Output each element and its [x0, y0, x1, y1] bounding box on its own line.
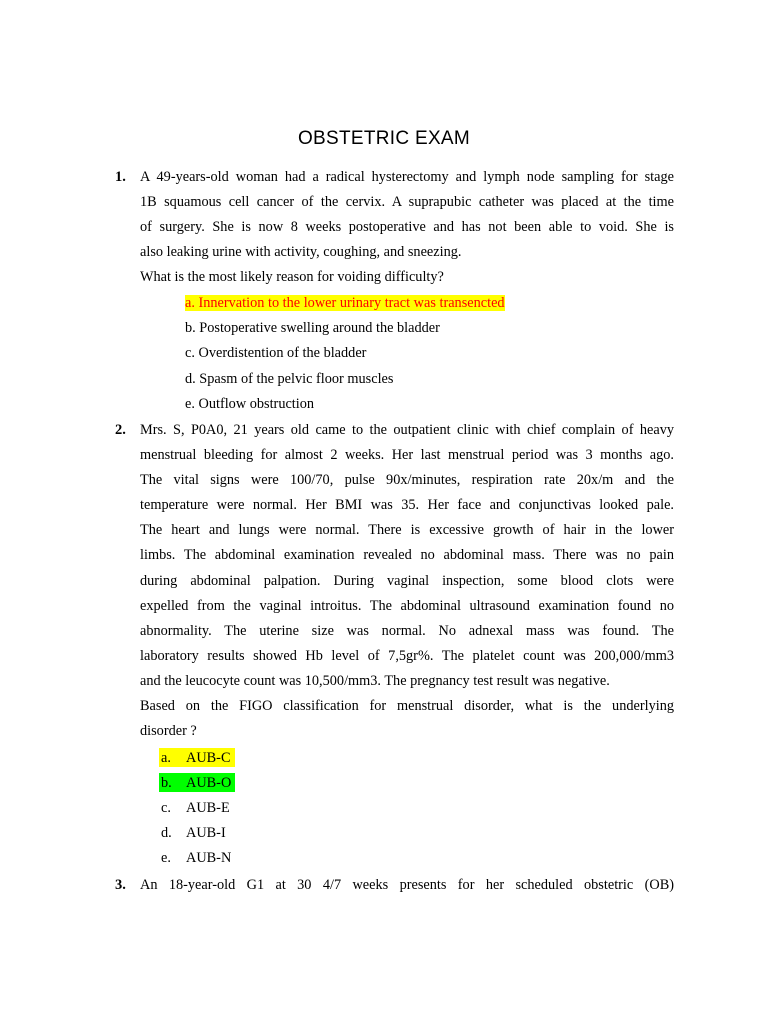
- option-1d: d. Spasm of the pelvic floor muscles: [185, 371, 394, 387]
- option-1a: [185, 293, 505, 313]
- page-title: OBSTETRIC EXAM: [297, 128, 471, 149]
- option-2e-letter: e.: [161, 850, 171, 866]
- option-2d-letter: d.: [161, 825, 172, 841]
- question-1-prompt: What is the most likely reason for voiding difficulty?: [140, 269, 444, 285]
- question-3-number: 3.: [115, 877, 126, 893]
- option-1c: c. Overdistention of the bladder: [185, 345, 367, 361]
- option-2e-text: AUB-N: [186, 850, 232, 866]
- question-2-line: limbs. The abdominal examination revealed no abdominal mass. There was no pain: [140, 547, 674, 563]
- option-2b-letter: b.: [161, 775, 172, 791]
- option-1b: b. Postoperative swelling around the bladder: [185, 320, 440, 336]
- question-2-line: The vital signs were 100/70, pulse 90x/minutes, respiration rate 20x/m and the: [140, 472, 674, 488]
- question-2-line: menstrual bleeding for almost 2 weeks. Her last menstrual period was 3 months ago.: [140, 447, 674, 463]
- question-1-line: of surgery. She is now 8 weeks postoperative and has not been able to void. She is: [140, 219, 674, 235]
- question-2-line: and the leucocyte count was 10,500/mm3. The pregnancy test result was negative.: [140, 673, 610, 689]
- option-1e: e. Outflow obstruction: [185, 396, 315, 412]
- question-2-line: Mrs. S, P0A0, 21 years old came to the outpatient clinic with chief complain of heavy: [140, 422, 674, 438]
- option-2c-letter: c.: [161, 800, 171, 816]
- question-2-line: Based on the FIGO classification for menstrual disorder, what is the underlying: [140, 698, 674, 714]
- question-2-line: disorder ?: [140, 723, 197, 739]
- question-1-line: 1B squamous cell cancer of the cervix. A suprapubic catheter was placed at the time: [140, 194, 674, 210]
- question-2-line: abnormality. The uterine size was normal. No adnexal mass was found. The: [140, 623, 674, 639]
- option-2a-letter: a.: [161, 750, 171, 766]
- option-2b-text: AUB-O: [186, 775, 232, 791]
- question-2-line: laboratory results showed Hb level of 7,5gr%. The platelet count was 200,000/mm3: [140, 648, 674, 664]
- question-1-line: A 49-years-old woman had a radical hysterectomy and lymph node sampling for stage: [140, 169, 674, 185]
- option-2a-text: AUB-C: [186, 750, 231, 766]
- question-3-line: An 18-year-old G1 at 30 4/7 weeks presents for her scheduled obstetric (OB): [140, 877, 674, 893]
- question-2-line: temperature were normal. Her BMI was 35. Her face and conjunctivas looked pale.: [140, 497, 674, 513]
- question-2-line: expelled from the vaginal introitus. The abdominal ultrasound examination found no: [140, 598, 674, 614]
- answer-highlight: a. Innervation to the lower urinary tract was transencted: [185, 295, 505, 311]
- question-2-line: during abdominal palpation. During vaginal inspection, some blood clots were: [140, 573, 674, 589]
- question-2-number: 2.: [115, 422, 126, 438]
- question-1-number: 1.: [115, 169, 126, 185]
- question-2-line: The heart and lungs were normal. There is excessive growth of hair in the lower: [140, 522, 674, 538]
- question-1-line: also leaking urine with activity, coughing, and sneezing.: [140, 244, 462, 260]
- option-2c-text: AUB-E: [186, 800, 230, 816]
- option-2d-text: AUB-I: [186, 825, 226, 841]
